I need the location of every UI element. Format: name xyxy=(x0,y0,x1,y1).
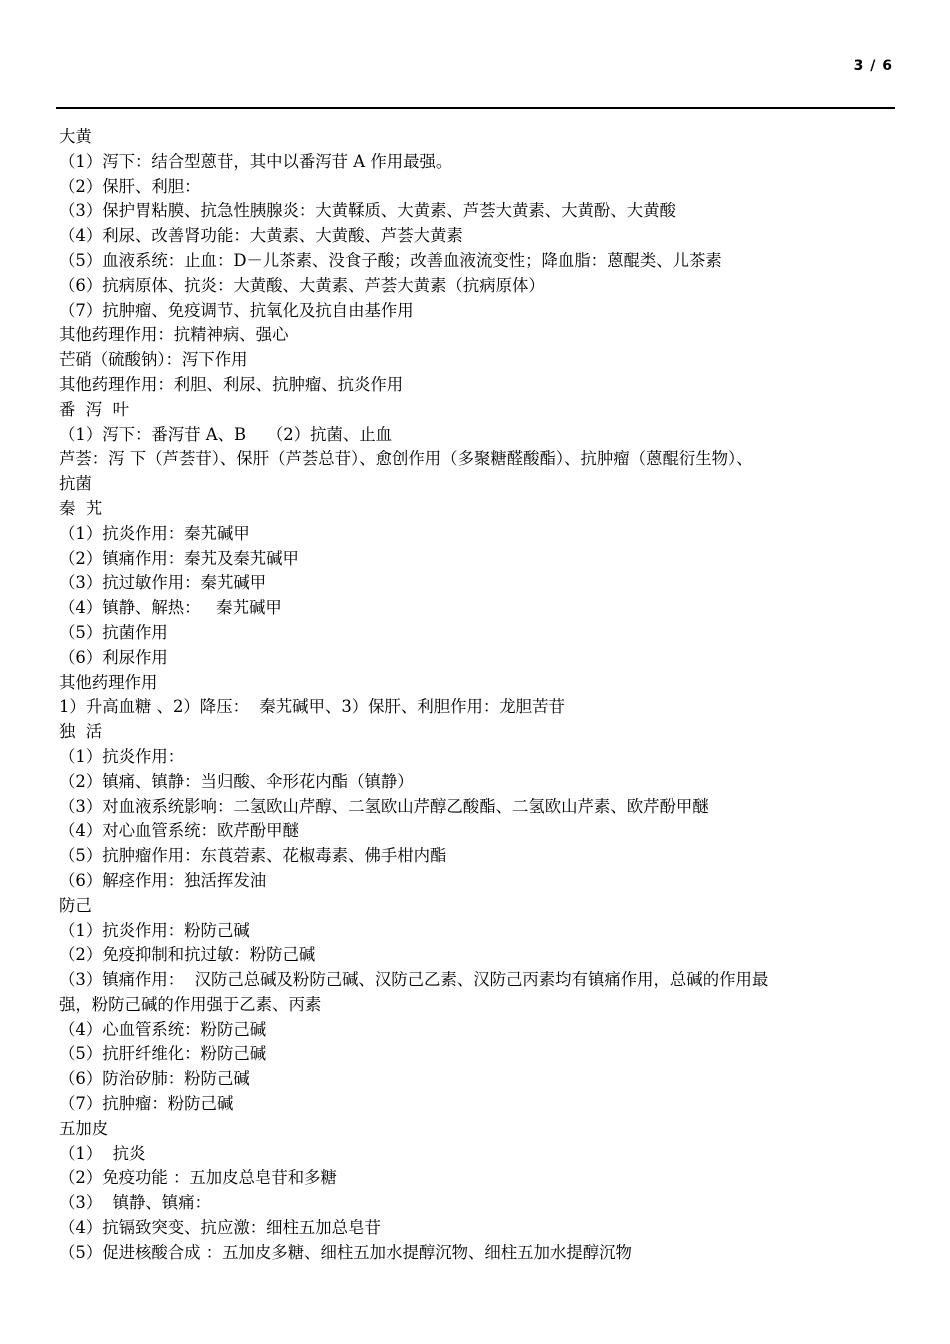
text-line: （5）促进核酸合成 ：五加皮多糖、细柱五加水提醇沉物、细柱五加水提醇沉物 xyxy=(59,1242,632,1262)
text-line: （3）抗过敏作用：秦艽碱甲 xyxy=(59,573,267,593)
text-line: （4）对心血管系统：欧芹酚甲醚 xyxy=(59,821,299,841)
text-line: （4）镇静、解热： 秦艽碱甲 xyxy=(59,598,282,618)
text-line: 秦 艽 xyxy=(59,498,103,518)
text-line: （5）抗肝纤维化：粉防己碱 xyxy=(59,1044,267,1064)
text-line: （1）抗炎作用：粉防己碱 xyxy=(59,920,250,940)
text-line: （2）镇痛、镇静：当归酸、伞形花内酯（镇静） xyxy=(59,771,414,791)
text-line: （3）镇痛作用： 汉防己总碱及粉防己碱、汉防己乙素、汉防己丙素均有镇痛作用，总碱的作用最 xyxy=(59,970,769,990)
text-line: 芒硝（硫酸钠）：泻下作用 xyxy=(59,350,248,370)
text-line: 芦荟：泻 下（芦荟苷）、保肝（芦荟总苷）、愈创作用（多聚糖醛酸酯）、抗肿瘤（蒽醌衍生物）、 xyxy=(59,449,753,469)
text-line: （3）对血液系统影响：二氢欧山芹醇、二氢欧山芹醇乙酸酯、二氢欧山芹素、欧芹酚甲醚 xyxy=(59,796,709,816)
text-line: （1）抗炎作用： xyxy=(59,746,185,766)
text-line: 独 活 xyxy=(59,722,103,742)
text-line: （3）保护胃粘膜、抗急性胰腺炎：大黄鞣质、大黄素、芦荟大黄素、大黄酚、大黄酸 xyxy=(59,201,676,221)
text-line: 抗菌 xyxy=(59,474,92,494)
text-line: （6）防治矽肺：粉防己碱 xyxy=(59,1069,250,1089)
text-line: 防己 xyxy=(59,895,92,915)
text-line: （1）泻下：结合型蒽苷，其中以番泻苷 A 作用最强。 xyxy=(59,151,453,171)
text-line: （5）血液系统：止血：D－儿茶素、没食子酸；改善血液流变性；降血脂：蒽醌类、儿茶素 xyxy=(59,250,722,270)
text-line: （1） 抗炎 xyxy=(59,1143,146,1163)
text-line: （1）泻下：番泻苷 A、B （2）抗菌、止血 xyxy=(59,424,393,444)
text-line: （5）抗肿瘤作用：东莨菪素、花椒毒素、佛手柑内酯 xyxy=(59,846,447,866)
text-line: （2）保肝、利胆： xyxy=(59,176,201,196)
text-line: 番 泻 叶 xyxy=(59,399,130,419)
text-line: （2）免疫功能 ：五加皮总皂苷和多糖 xyxy=(59,1168,337,1188)
text-line: （1）抗炎作用：秦艽碱甲 xyxy=(59,523,250,543)
text-line: 强，粉防己碱的作用强于乙素、丙素 xyxy=(59,994,322,1014)
text-line: （6）利尿作用 xyxy=(59,647,168,667)
text-line: 1）升高血糖 、2）降压： 秦艽碱甲、3）保肝、利胆作用：龙胆苦苷 xyxy=(59,697,565,717)
text-line: （2）免疫抑制和抗过敏：粉防己碱 xyxy=(59,945,316,965)
page-number: 3 / 6 xyxy=(853,58,893,74)
text-line: 其他药理作用 xyxy=(59,672,158,692)
text-line: 其他药理作用：利胆、利尿、抗肿瘤、抗炎作用 xyxy=(59,374,404,394)
text-line: （3） 镇静、镇痛： xyxy=(59,1193,211,1213)
text-line: （7）抗肿瘤：粉防己碱 xyxy=(59,1094,234,1114)
text-line: （6）抗病原体、抗炎：大黄酸、大黄素、芦荟大黄素（抗病原体） xyxy=(59,275,545,295)
text-line: （4）利尿、改善肾功能：大黄素、大黄酸、芦荟大黄素 xyxy=(59,226,463,246)
text-line: （7）抗肿瘤、免疫调节、抗氧化及抗自由基作用 xyxy=(59,300,414,320)
text-line: （4）抗镉致突变、抗应激：细柱五加总皂苷 xyxy=(59,1218,381,1238)
header-rule xyxy=(56,107,895,109)
text-line: （2）镇痛作用：秦艽及秦艽碱甲 xyxy=(59,548,299,568)
text-line: 大黄 xyxy=(59,127,92,146)
text-line: 五加皮 xyxy=(59,1118,109,1138)
text-line: （5）抗菌作用 xyxy=(59,622,168,642)
text-line: （6）解痉作用：独活挥发油 xyxy=(59,870,267,890)
text-line: （4）心血管系统：粉防己碱 xyxy=(59,1019,267,1039)
text-line: 其他药理作用：抗精神病、强心 xyxy=(59,325,289,345)
document-body xyxy=(59,125,904,1266)
